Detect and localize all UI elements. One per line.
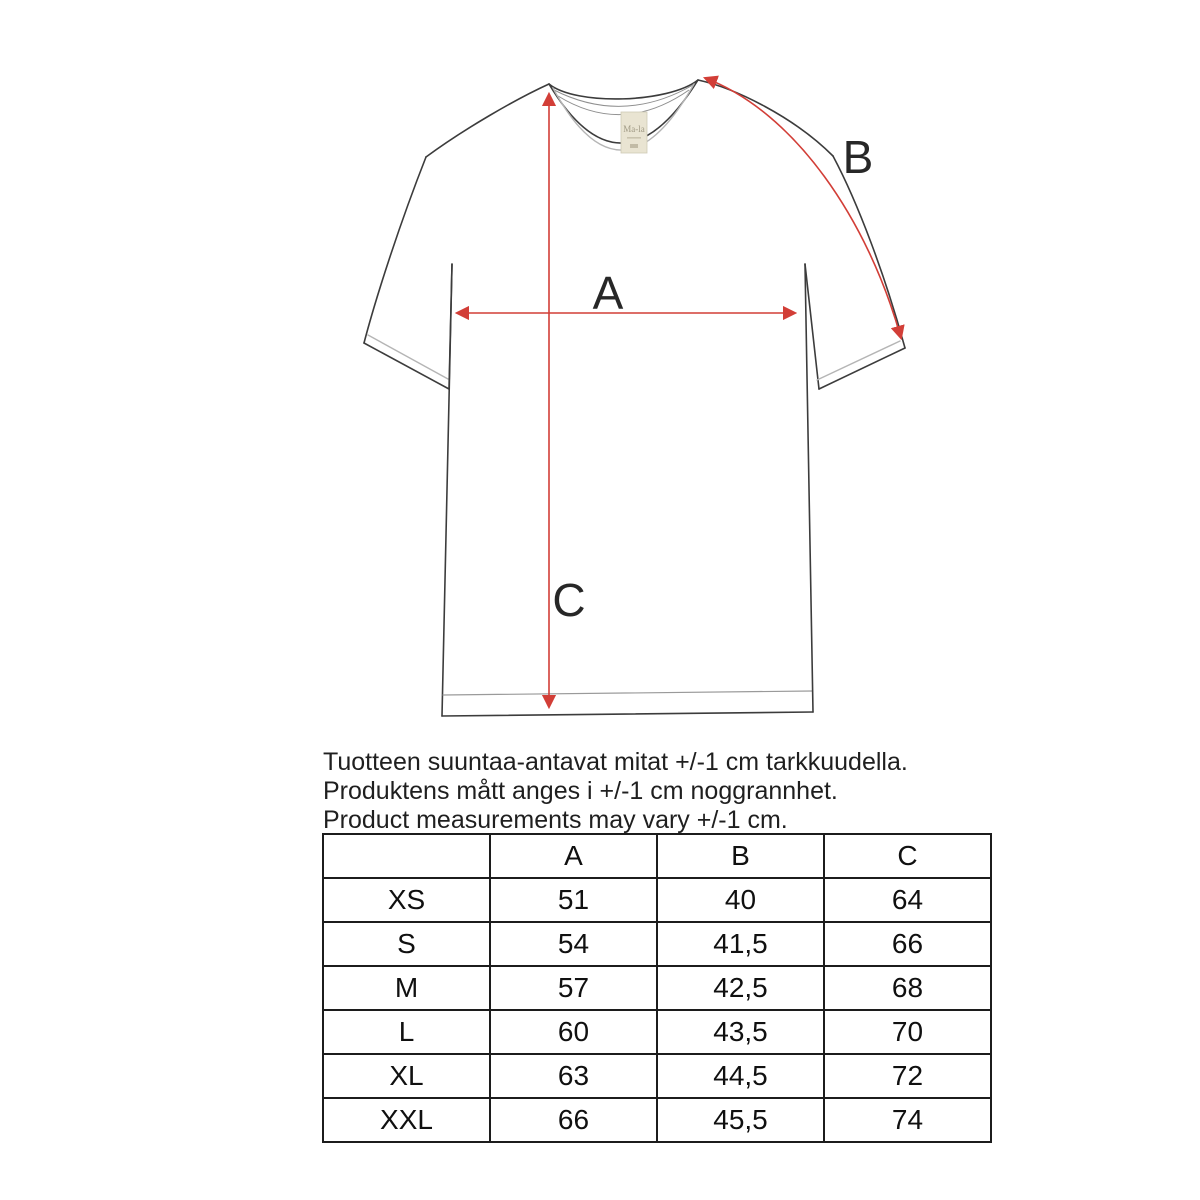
header-c-cell: C <box>824 834 991 878</box>
right-shoulder-line <box>698 80 833 156</box>
measurement-notes <box>323 748 908 835</box>
neck-label-subline <box>627 137 641 139</box>
size-table <box>322 833 992 1143</box>
left-sleeve-outer-line <box>364 157 426 343</box>
value-c-cell: 70 <box>824 1010 991 1054</box>
table-row <box>323 878 991 922</box>
value-a-cell: 57 <box>490 966 657 1010</box>
left-body-side <box>442 264 452 716</box>
value-b-cell: 42,5 <box>657 966 824 1010</box>
value-b-cell: 41,5 <box>657 922 824 966</box>
neck-label-text: Ma-la <box>623 124 645 134</box>
right-cuff-edge <box>819 348 905 389</box>
measure-label-b: B <box>842 131 874 183</box>
size-cell: XS <box>323 878 490 922</box>
measure-label-c: C <box>552 574 586 626</box>
table-row <box>323 922 991 966</box>
neck-label-size-mark <box>630 144 638 148</box>
value-a-cell: 54 <box>490 922 657 966</box>
size-cell: XL <box>323 1054 490 1098</box>
value-b-cell: 40 <box>657 878 824 922</box>
measurement-arrows <box>457 78 901 707</box>
bottom-hem-seam <box>443 691 812 695</box>
value-c-cell: 64 <box>824 878 991 922</box>
value-b-cell: 44,5 <box>657 1054 824 1098</box>
right-cuff-seam <box>817 341 900 380</box>
brand-neck-label <box>621 112 647 153</box>
value-b-cell: 43,5 <box>657 1010 824 1054</box>
collar-rib-line-2 <box>558 90 689 115</box>
value-a-cell: 63 <box>490 1054 657 1098</box>
value-c-cell: 74 <box>824 1098 991 1142</box>
collar-outer-line <box>549 80 698 99</box>
value-a-cell: 51 <box>490 878 657 922</box>
value-b-cell: 45,5 <box>657 1098 824 1142</box>
left-shoulder-line <box>426 84 549 157</box>
note-line-finnish: Tuotteen suuntaa-antavat mitat +/-1 cm tarkkuudella. <box>323 748 908 776</box>
value-c-cell: 66 <box>824 922 991 966</box>
note-line-english: Product measurements may vary +/-1 cm. <box>323 806 788 834</box>
size-cell: M <box>323 966 490 1010</box>
header-size-cell <box>323 834 490 878</box>
value-c-cell: 72 <box>824 1054 991 1098</box>
size-cell: L <box>323 1010 490 1054</box>
size-cell: XXL <box>323 1098 490 1142</box>
size-table-header-row <box>323 834 991 878</box>
left-cuff-edge <box>364 343 449 389</box>
size-cell: S <box>323 922 490 966</box>
measure-label-a: A <box>592 267 624 319</box>
value-a-cell: 60 <box>490 1010 657 1054</box>
value-c-cell: 68 <box>824 966 991 1010</box>
measure-arrow-b <box>705 78 901 338</box>
table-row <box>323 1010 991 1054</box>
header-b-cell: B <box>657 834 824 878</box>
header-a-cell: A <box>490 834 657 878</box>
note-line-swedish: Produktens mått anges i +/-1 cm noggrannhet. <box>323 777 838 805</box>
table-row <box>323 966 991 1010</box>
table-row <box>323 1054 991 1098</box>
bottom-hem-edge <box>442 712 813 716</box>
table-row <box>323 1098 991 1142</box>
value-a-cell: 66 <box>490 1098 657 1142</box>
left-cuff-seam <box>368 335 448 379</box>
